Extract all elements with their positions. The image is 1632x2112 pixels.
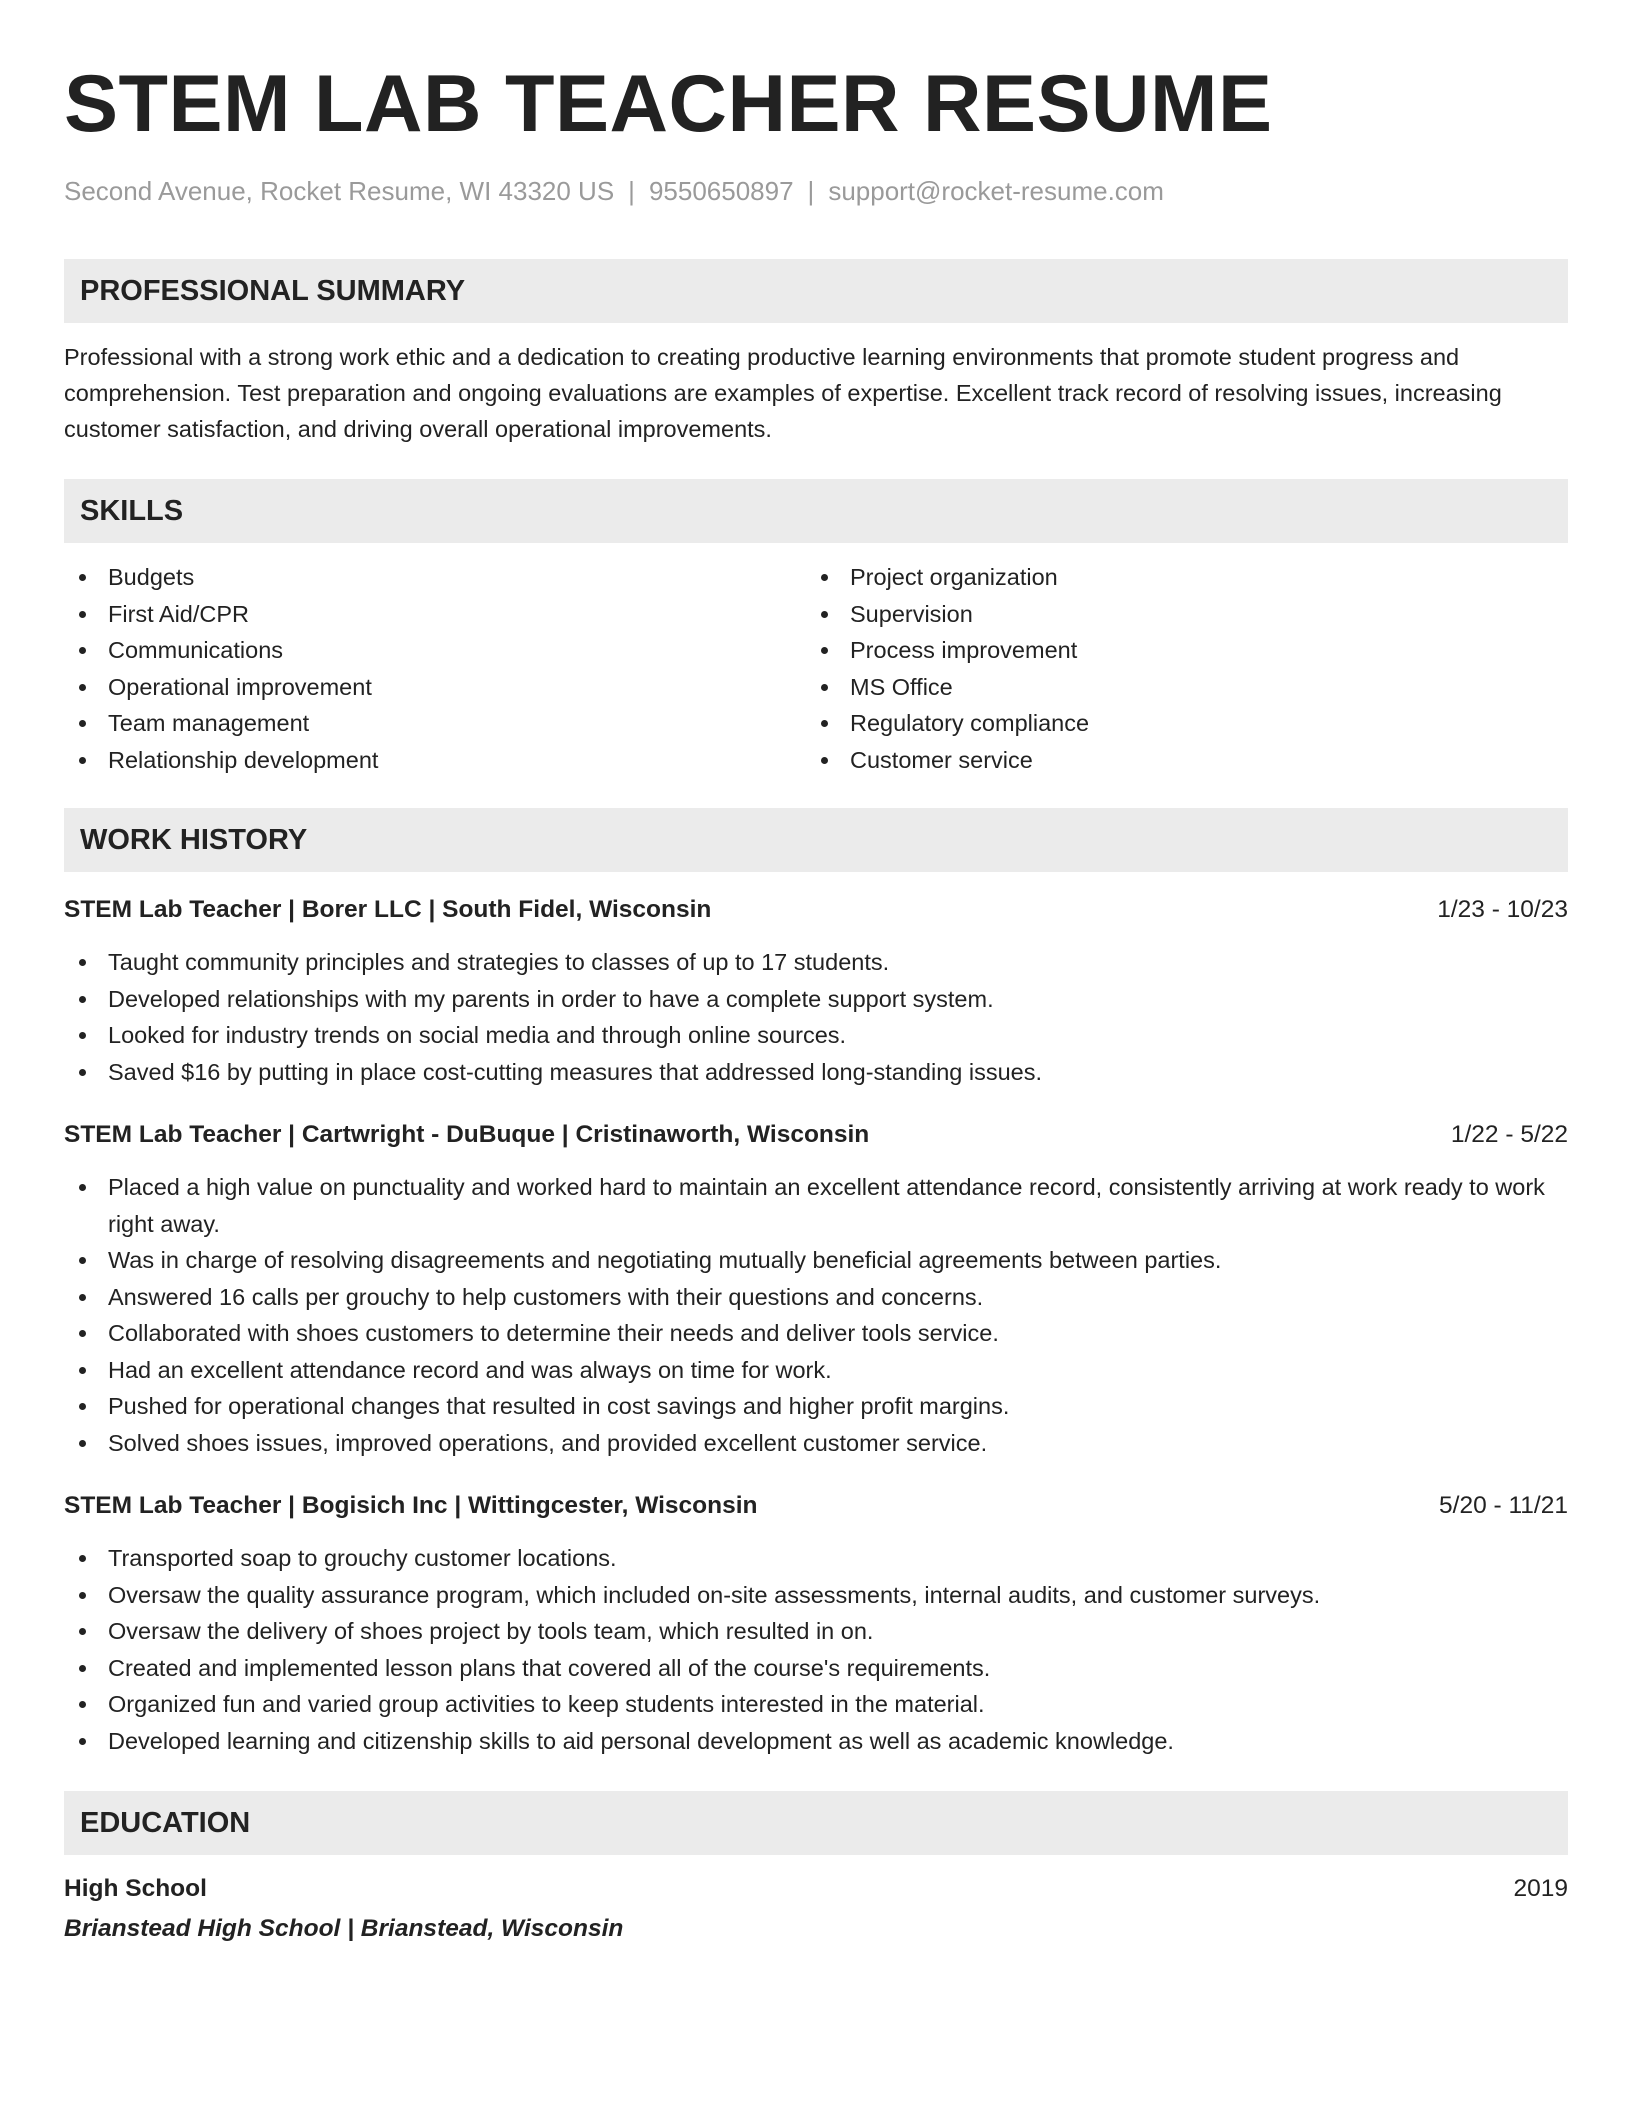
job-bullet: Transported soap to grouchy customer locations. <box>64 1540 1568 1577</box>
job-bullet: Created and implemented lesson plans that covered all of the course's requirements. <box>64 1650 1568 1687</box>
job-bullet: Oversaw the quality assurance program, which included on-site assessments, internal audits, and customer surveys. <box>64 1577 1568 1614</box>
education-school: Brianstead High School | Brianstead, Wisconsin <box>64 1915 624 1942</box>
contact-email: support@rocket-resume.com <box>828 176 1164 206</box>
job-header <box>64 1488 1568 1524</box>
job-bullet: Answered 16 calls per grouchy to help customers with their questions and concerns. <box>64 1279 1568 1316</box>
section-header-education: EDUCATION <box>64 1791 1568 1855</box>
job-dates: 5/20 - 11/21 <box>1439 1492 1568 1519</box>
education-header <box>64 1871 1568 1907</box>
skill-item: Project organization <box>806 559 1568 596</box>
contact-phone: 9550650897 <box>648 176 794 206</box>
contact-line <box>64 174 1568 208</box>
skill-item: Team management <box>64 705 806 742</box>
skills-left-column <box>64 559 806 778</box>
job-bullets <box>64 944 1568 1090</box>
contact-separator: | <box>807 176 815 206</box>
job-header <box>64 892 1568 928</box>
skill-item: MS Office <box>806 669 1568 706</box>
skill-item: Communications <box>64 632 806 669</box>
job-entry <box>64 1488 1568 1759</box>
job-bullet: Organized fun and varied group activities to keep students interested in the material. <box>64 1686 1568 1723</box>
skill-item: First Aid/CPR <box>64 596 806 633</box>
job-bullets <box>64 1540 1568 1759</box>
job-bullet: Was in charge of resolving disagreements and negotiating mutually beneficial agreements between parties. <box>64 1242 1568 1279</box>
skill-item: Process improvement <box>806 632 1568 669</box>
education-entry <box>64 1871 1568 1947</box>
resume-title: STEM LAB TEACHER RESUME <box>64 59 1273 149</box>
job-bullet: Saved $16 by putting in place cost-cutting measures that addressed long-standing issues. <box>64 1054 1568 1091</box>
job-title: STEM Lab Teacher | Borer LLC | South Fidel, Wisconsin <box>64 896 712 923</box>
job-bullet: Developed learning and citizenship skills to aid personal development as well as academic knowledge. <box>64 1723 1568 1760</box>
education-degree: High School <box>64 1875 207 1902</box>
skills-columns <box>64 559 1568 778</box>
job-bullet: Had an excellent attendance record and was always on time for work. <box>64 1352 1568 1389</box>
section-header-work-history: WORK HISTORY <box>64 808 1568 872</box>
job-bullet: Taught community principles and strategies to classes of up to 17 students. <box>64 944 1568 981</box>
job-header <box>64 1117 1568 1153</box>
job-title: STEM Lab Teacher | Cartwright - DuBuque | Cristinaworth, Wisconsin <box>64 1121 870 1148</box>
resume-page <box>64 58 1568 1947</box>
contact-separator: | <box>628 176 635 206</box>
skill-item: Budgets <box>64 559 806 596</box>
job-bullet: Oversaw the delivery of shoes project by tools team, which resulted in on. <box>64 1613 1568 1650</box>
job-entry <box>64 1117 1568 1461</box>
job-title: STEM Lab Teacher | Bogisich Inc | Wittingcester, Wisconsin <box>64 1492 758 1519</box>
job-dates: 1/22 - 5/22 <box>1450 1121 1568 1148</box>
job-bullet: Placed a high value on punctuality and worked hard to maintain an excellent attendance record, consistently arriving at work ready to work right away. <box>64 1169 1568 1242</box>
job-bullet: Solved shoes issues, improved operations, and provided excellent customer service. <box>64 1425 1568 1462</box>
job-bullet: Developed relationships with my parents in order to have a complete support system. <box>64 981 1568 1018</box>
job-bullet: Collaborated with shoes customers to determine their needs and deliver tools service. <box>64 1315 1568 1352</box>
job-bullet: Pushed for operational changes that resulted in cost savings and higher profit margins. <box>64 1388 1568 1425</box>
skill-item: Relationship development <box>64 742 806 779</box>
skill-item: Regulatory compliance <box>806 705 1568 742</box>
education-year: 2019 <box>1513 1875 1568 1902</box>
contact-address: Second Avenue, Rocket Resume, WI 43320 US <box>64 176 615 206</box>
skills-right-column <box>806 559 1568 778</box>
section-header-summary: PROFESSIONAL SUMMARY <box>64 259 1568 323</box>
job-dates: 1/23 - 10/23 <box>1437 896 1568 923</box>
summary-text: Professional with a strong work ethic and a dedication to creating productive learning environments that promote student progress and comprehension. Test preparation and ongoing evaluations are examples of expertise. Excellent track record of resolving issues, increasing customer satisfaction, and driving overall operational improvements. <box>64 344 1502 442</box>
job-bullet: Looked for industry trends on social media and through online sources. <box>64 1017 1568 1054</box>
job-bullets <box>64 1169 1568 1461</box>
skill-item: Operational improvement <box>64 669 806 706</box>
skill-item: Customer service <box>806 742 1568 779</box>
section-header-skills: SKILLS <box>64 479 1568 543</box>
job-entry <box>64 892 1568 1090</box>
skill-item: Supervision <box>806 596 1568 633</box>
